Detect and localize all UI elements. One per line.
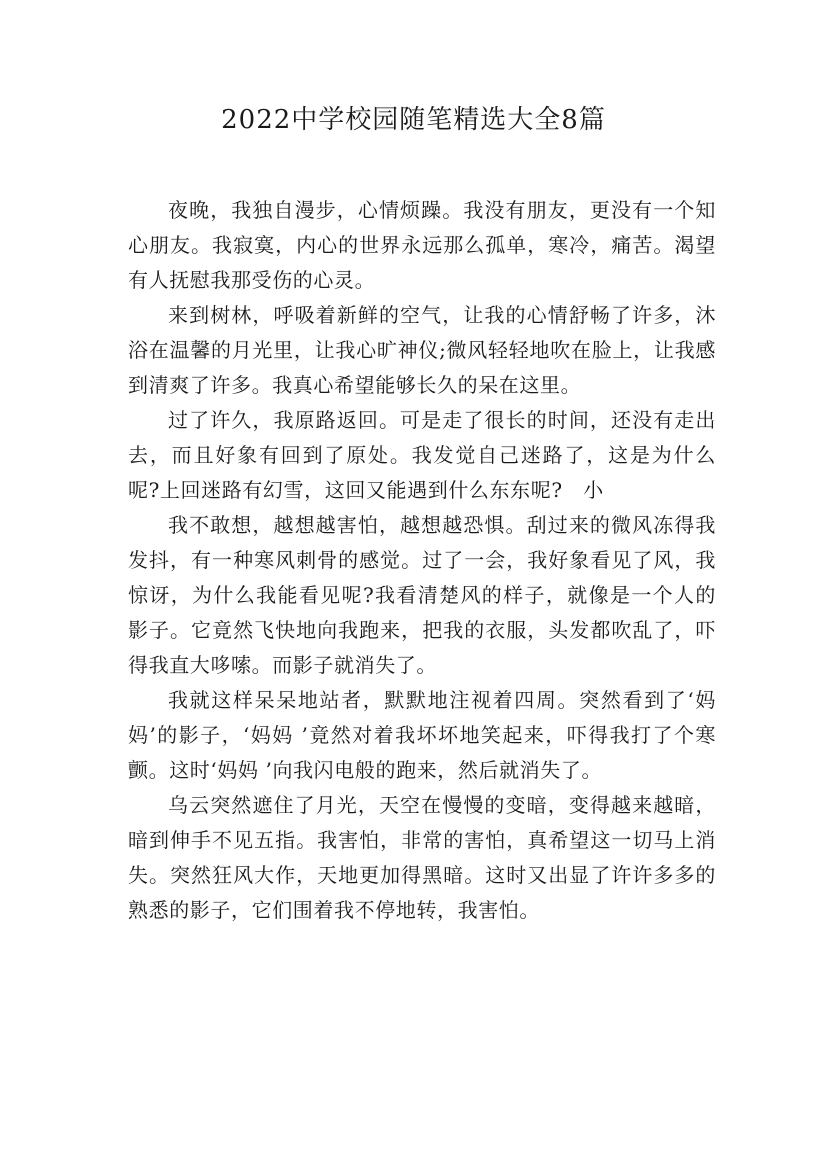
paragraph-1: 夜晚，我独自漫步，心情烦躁。我没有朋友，更没有一个知心朋友。我寂寞，内心的世界永远那么孤单，寒冷，痛苦。渴望有人抚慰我那受伤的心灵。 <box>128 198 716 292</box>
document-body <box>128 193 716 928</box>
paragraph-3: 过了许久，我原路返回。可是走了很长的时间，还没有走出去，而且好象有回到了原处。我发觉自己迷路了，这是为什么呢?上回迷路有幻雪，这回又能遇到什么东东呢? 小 <box>128 408 716 502</box>
paragraph-4: 我不敢想，越想越害怕，越想越恐惧。刮过来的微风冻得我发抖，有一种寒风刺骨的感觉。过了一会，我好象看见了风，我惊讶，为什么我能看见呢?我看清楚风的样子，就像是一个人的影子。它竟然飞快地向我跑来，把我的衣服，头发都吹乱了，吓得我直大哆嗦。而影子就消失了。 <box>128 513 716 677</box>
paragraph-6: 乌云突然遮住了月光，天空在慢慢的变暗，变得越来越暗，暗到伸手不见五指。我害怕，非常的害怕，真希望这一切马上消失。突然狂风大作，天地更加得黑暗。这时又出显了许许多多的熟悉的影子，它们围着我不停地转，我害怕。 <box>128 793 716 922</box>
paragraph-2: 来到树林，呼吸着新鲜的空气，让我的心情舒畅了许多，沐浴在温馨的月光里，让我心旷神仪;微风轻轻地吹在脸上，让我感到清爽了许多。我真心希望能够长久的呆在这里。 <box>128 303 716 397</box>
document-title: 2022中学校园随笔精选大全8篇 <box>221 105 606 135</box>
paragraph-5: 我就这样呆呆地站者，默默地注视着四周。突然看到了‘妈妈’的影子，‘妈妈 ’竟然对着我坏坏地笑起来，吓得我打了个寒颤。这时‘妈妈 ’向我闪电般的跑来，然后就消失了。 <box>128 688 716 782</box>
